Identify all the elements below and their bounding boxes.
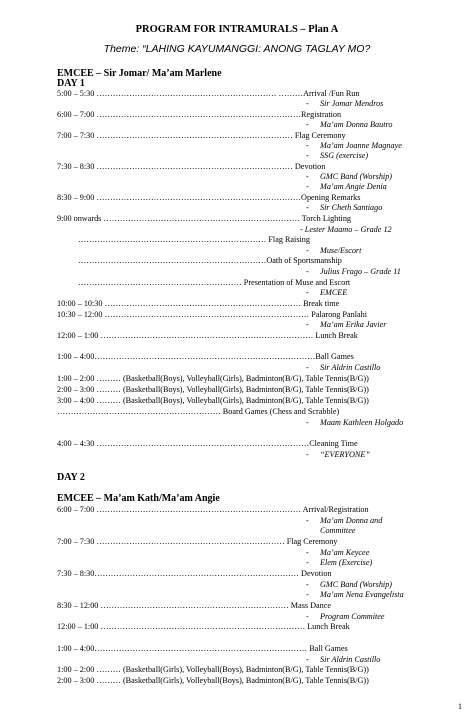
schedule-sub: Committee bbox=[320, 526, 356, 535]
schedule-line: 9:00 onwards ……………………………………………………………… Torch Lighting bbox=[57, 214, 352, 223]
schedule-sub: - Ma’am Joanne Magnaye bbox=[306, 141, 402, 150]
schedule-sub: - Ma’am Donna Bautro bbox=[306, 120, 393, 129]
schedule-sub: - GMC Band (Worship) bbox=[306, 580, 393, 589]
schedule-line: 1:00 – 2:00 ……… (Basketball(Boys), Volleyball(Girls), Badminton(B/G), Table Tennis(B/G)) bbox=[57, 374, 369, 383]
schedule-sub: - “EVERYONE” bbox=[306, 450, 370, 459]
day2-label: DAY 2 bbox=[57, 472, 85, 483]
schedule-line: 6:00 – 7:00 …………………………………………………………………Registration bbox=[57, 110, 342, 119]
schedule-line: 1:00 – 4:00…………………………………………………………………… Ball Games bbox=[57, 644, 348, 653]
schedule-line: …………………………………………………… Presentation of Muse and Escort bbox=[78, 278, 351, 287]
page-number: 1 bbox=[458, 702, 462, 711]
schedule-sub: - SSG (exercise) bbox=[306, 151, 369, 160]
schedule-sub: - Ma’am Nena Evangelista bbox=[306, 590, 404, 599]
schedule-sub: - Maam Kathleen Holgado bbox=[306, 418, 404, 427]
schedule-line: 2:00 – 3:00 ……… (Basketball(Boys), Volleyball(Girls), Badminton(B/G), Table Tennis(B/G)) bbox=[57, 385, 369, 394]
schedule-sub: - Program Commitee bbox=[306, 612, 385, 621]
schedule-sub: - Elem (Exercise) bbox=[306, 558, 373, 567]
schedule-sub: - Sir Cheth Santiago bbox=[306, 203, 383, 212]
day1-label: DAY 1 bbox=[57, 78, 85, 89]
day2-emcee: EMCEE – Ma’am Kath/Ma’am Angie bbox=[57, 493, 220, 504]
day1-emcee: EMCEE – Sir Jomar/ Ma’am Marlene bbox=[57, 68, 222, 79]
schedule-sub: - Sir Aldrin Castillo bbox=[306, 655, 381, 664]
schedule-sub: - Lester Maamo – Grade 12 bbox=[300, 225, 392, 234]
schedule-line: 2:00 – 3:00 ……… (Basketball(Girls), Volleyball(Boys), Badminton(B/G), Table Tennis(B/G)) bbox=[57, 676, 369, 685]
schedule-sub: - Sir Jomar Mendros bbox=[306, 99, 384, 108]
schedule-line: 1:00 – 2:00 ……… (Basketball(Girls), Volleyball(Boys), Badminton(B/G), Table Tennis(B/G)) bbox=[57, 665, 369, 674]
schedule-line: 7:30 – 8:30 ……………………………………………………………… Devotion bbox=[57, 162, 326, 171]
schedule-line: 7:00 – 7:30 …………………………………………………………… Flag Ceremony bbox=[57, 537, 338, 546]
schedule-sub: - Ma’am Erika Javier bbox=[306, 320, 387, 329]
schedule-line: 4:00 – 4:30 ……………………………………………………………………Cleaning Time bbox=[57, 439, 358, 448]
schedule-line: …………………………………………………… Board Games (Chess and Scrabble) bbox=[57, 407, 340, 416]
schedule-line: 5:00 – 5:30 ………………………………………………………… ………Arrival /Fun Run bbox=[57, 89, 360, 98]
schedule-sub: - Julius Frago – Grade 11 bbox=[306, 267, 401, 276]
schedule-line: ……………………………………………………………Oath of Sportsmanship bbox=[78, 256, 342, 265]
schedule-sub: - Ma’am Donna and bbox=[306, 516, 383, 525]
schedule-sub: - Muse/Escort bbox=[306, 246, 362, 255]
schedule-line: 8:30 – 9:00 …………………………………………………………………Opening Remarks bbox=[57, 193, 361, 202]
schedule-line: 8:30 – 12:00 …………………………………………………………… Mass Dance bbox=[57, 601, 332, 610]
schedule-sub: - Ma’am Angie Denia bbox=[306, 182, 387, 191]
schedule-line: 10:30 – 12:00 ………………………………………………………………… Palarong Panlahi bbox=[57, 310, 367, 319]
schedule-line: 12:00 – 1:00 ………………………………………………………………… Lunch Break bbox=[57, 622, 350, 631]
schedule-sub: - EMCEE bbox=[306, 288, 348, 297]
theme-line: Theme: “LAHING KAYUMANGGI: ANONG TAGLAY MO? bbox=[103, 43, 371, 55]
schedule-line: 12:00 – 1:00 …………………………………………………………………… Lunch Break bbox=[57, 331, 358, 340]
schedule-line: …………………………………………………………… Flag Raising bbox=[78, 235, 310, 244]
schedule-sub: - GMC Band (Worship) bbox=[306, 172, 393, 181]
schedule-line: 1:00 – 4:00………………………………………………………………………Ball Games bbox=[57, 352, 354, 361]
document-title: PROGRAM FOR INTRAMURALS – Plan A bbox=[135, 24, 339, 35]
schedule-line: 6:00 – 7:00 ………………………………………………………………… Arrival/Registration bbox=[57, 505, 369, 514]
schedule-line: 7:00 – 7:30 ……………………………………………………………… Flag Ceremony bbox=[57, 131, 346, 140]
schedule-line: 7:30 – 8:30………………………………………………………………… Devotion bbox=[57, 569, 332, 578]
schedule-line: 3:00 – 4:00 ……… (Basketball(Boys), Volleyball(Girls), Badminton(B/G), Table Tennis(B/G)) bbox=[57, 396, 369, 405]
schedule-sub: - Sir Aldrin Castillo bbox=[306, 363, 381, 372]
schedule-line: 10:00 – 10:30 ……………………………………………………………… Break time bbox=[57, 299, 340, 308]
schedule-sub: - Ma’am Keycee bbox=[306, 548, 370, 557]
